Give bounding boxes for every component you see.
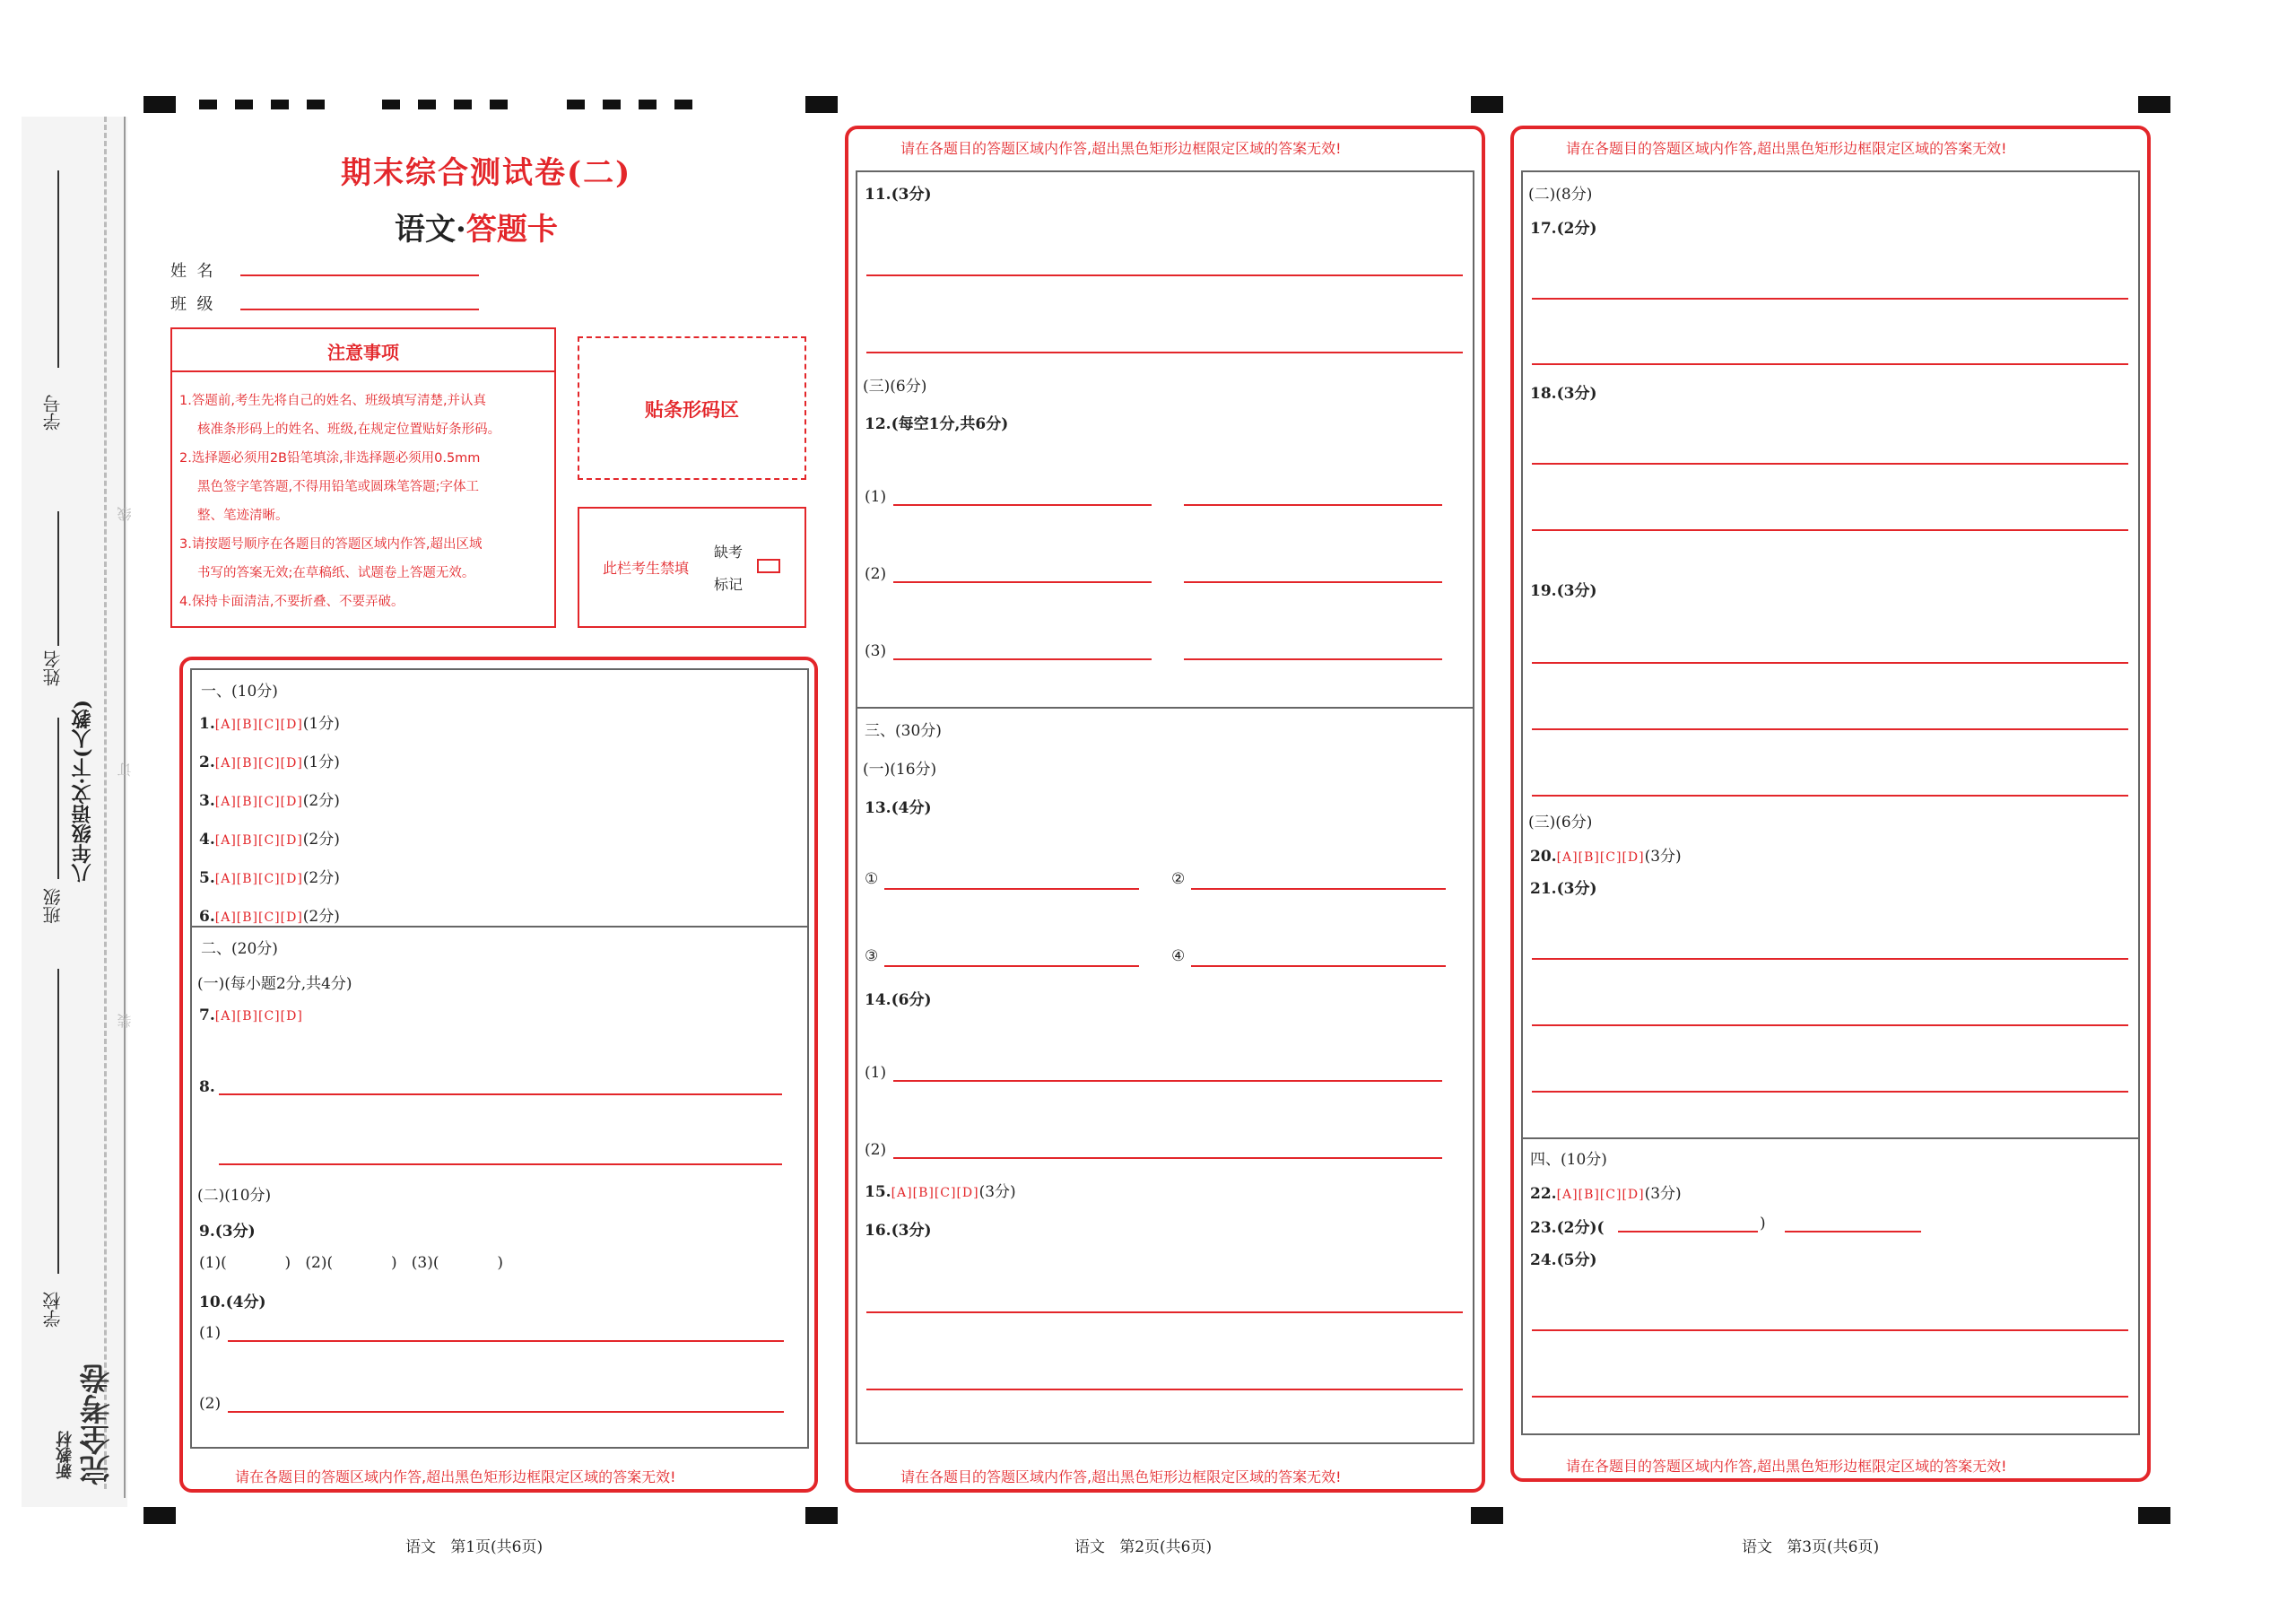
absent-mark-checkbox[interactable] bbox=[757, 559, 780, 573]
notice-line: 3.请按题号顺序在各题目的答题区域内作答,超出区域 bbox=[179, 537, 483, 552]
reg-mark-dash bbox=[454, 100, 472, 109]
class-field[interactable] bbox=[240, 309, 479, 310]
side-line-banji bbox=[57, 718, 59, 879]
choice-bubbles[interactable]: [A][B][C][D] bbox=[214, 718, 303, 732]
choice-bubbles[interactable]: [A][B][C][D] bbox=[214, 795, 303, 809]
subsection-heading: (三)(6分) bbox=[1528, 814, 1593, 832]
answer-line[interactable] bbox=[884, 888, 1139, 890]
question-12-label: 12.(每空1分,共6分) bbox=[865, 415, 1009, 433]
choice-bubbles[interactable]: [A][B][C][D] bbox=[214, 872, 303, 886]
question-18-label: 18.(3分) bbox=[1530, 385, 1597, 403]
warning-bottom-p3: 请在各题目的答题区域内作答,超出黑色矩形边框限定区域的答案无效! bbox=[1566, 1458, 2007, 1475]
side-label-cut-zhuang: 装 bbox=[117, 1014, 134, 1028]
choice-bubbles[interactable]: [A][B][C][D] bbox=[214, 833, 303, 848]
answer-line[interactable] bbox=[893, 1080, 1442, 1082]
score: (3分) bbox=[1644, 1185, 1682, 1203]
reg-mark-dash bbox=[199, 100, 217, 109]
choice-bubbles[interactable]: [A][B][C][D] bbox=[1556, 850, 1645, 865]
reg-mark-dash bbox=[382, 100, 400, 109]
subsection-heading: (三)(6分) bbox=[863, 378, 927, 396]
reg-mark-dash bbox=[490, 100, 508, 109]
question-24-label: 24.(5分) bbox=[1530, 1251, 1597, 1269]
brand-logo-top: 新教材 bbox=[56, 1431, 74, 1479]
side-line-xuexiao bbox=[57, 969, 59, 1274]
side-label-banji: 班级 bbox=[42, 888, 64, 924]
score: (2分) bbox=[302, 908, 340, 926]
blank-marker: ④ bbox=[1171, 947, 1186, 965]
section-divider bbox=[190, 926, 809, 928]
choice-bubbles[interactable]: [A][B][C][D] bbox=[1556, 1188, 1645, 1202]
warning-bottom-p2: 请在各题目的答题区域内作答,超出黑色矩形边框限定区域的答案无效! bbox=[900, 1468, 1342, 1485]
answer-line[interactable] bbox=[1532, 1396, 2128, 1398]
class-label: 班 级 bbox=[170, 295, 213, 314]
question-12-part-1: (1) bbox=[865, 488, 887, 506]
subsection-heading: (一)(16分) bbox=[863, 761, 937, 779]
answer-line[interactable] bbox=[866, 274, 1463, 276]
answer-line[interactable] bbox=[1618, 1231, 1758, 1232]
choice-bubbles[interactable]: [A][B][C][D] bbox=[891, 1186, 979, 1200]
question-5[interactable] bbox=[199, 865, 340, 887]
reg-mark-dash bbox=[307, 100, 325, 109]
answer-line[interactable] bbox=[1191, 965, 1446, 967]
answer-line[interactable] bbox=[219, 1163, 782, 1165]
exam-title: 期末综合测试卷(二) bbox=[341, 155, 632, 191]
absent-label: 此栏考生禁填 bbox=[603, 560, 690, 577]
subsection-heading: (一)(每小题2分,共4分) bbox=[197, 975, 352, 993]
question-number: 20. bbox=[1530, 848, 1557, 866]
score: (3分) bbox=[978, 1183, 1016, 1201]
reg-mark-dash bbox=[639, 100, 657, 109]
answer-box-p1 bbox=[190, 668, 809, 1449]
question-number: 4. bbox=[199, 831, 215, 849]
answer-box-p3 bbox=[1521, 170, 2140, 1435]
section-divider bbox=[1521, 1137, 2140, 1139]
reg-mark-dash bbox=[603, 100, 621, 109]
question-2[interactable] bbox=[199, 749, 340, 771]
reg-mark bbox=[1471, 1507, 1503, 1524]
subsection-heading: (二)(10分) bbox=[197, 1187, 272, 1205]
notice-line: 黑色签字笔答题,不得用铅笔或圆珠笔答题;字体工 bbox=[197, 480, 479, 494]
warning-top-p2: 请在各题目的答题区域内作答,超出黑色矩形边框限定区域的答案无效! bbox=[900, 140, 1342, 157]
reg-mark-tr bbox=[2138, 96, 2170, 113]
question-21-label: 21.(3分) bbox=[1530, 880, 1597, 898]
barcode-area[interactable] bbox=[578, 336, 806, 480]
answer-line[interactable] bbox=[893, 658, 1152, 660]
answer-line[interactable] bbox=[1532, 958, 2128, 960]
reg-mark-dash bbox=[567, 100, 585, 109]
question-8-label: 8. bbox=[199, 1078, 215, 1096]
side-label-xuehao: 学号 bbox=[42, 395, 64, 431]
section-3-heading: 三、(30分) bbox=[865, 722, 942, 740]
cut-dashed-line bbox=[104, 117, 107, 1489]
name-label: 姓 名 bbox=[170, 262, 213, 281]
answer-line[interactable] bbox=[1532, 1091, 2128, 1093]
question-17-label: 17.(2分) bbox=[1530, 220, 1597, 238]
question-22[interactable] bbox=[1530, 1180, 1682, 1203]
question-13-label: 13.(4分) bbox=[865, 799, 932, 817]
barcode-label: 贴条形码区 bbox=[645, 399, 739, 421]
question-15[interactable] bbox=[865, 1179, 1016, 1201]
question-number: 15. bbox=[865, 1183, 891, 1201]
page-footer-3: 语文 第3页(共6页) bbox=[1742, 1538, 1880, 1556]
question-10-label: 10.(4分) bbox=[199, 1293, 266, 1311]
side-line-xuehao bbox=[57, 170, 59, 368]
answer-line[interactable] bbox=[1532, 298, 2128, 300]
question-14-label: 14.(6分) bbox=[865, 991, 932, 1009]
answer-line[interactable] bbox=[1532, 728, 2128, 730]
notice-line: 书写的答案无效;在草稿纸、试题卷上答题无效。 bbox=[197, 566, 475, 580]
answer-line[interactable] bbox=[1532, 363, 2128, 365]
answer-line[interactable] bbox=[1532, 463, 2128, 465]
card-subtitle bbox=[395, 205, 558, 248]
answer-line[interactable] bbox=[1532, 529, 2128, 531]
cut-solid-line bbox=[124, 117, 126, 1498]
answer-line[interactable] bbox=[1532, 662, 2128, 664]
score: (2分) bbox=[302, 792, 340, 810]
reg-mark-dash bbox=[235, 100, 253, 109]
absent-mark-label-1: 缺考 bbox=[714, 544, 744, 561]
answer-line[interactable] bbox=[866, 1389, 1463, 1390]
notice-title: 注意事项 bbox=[327, 342, 399, 363]
section-1-heading: 一、(10分) bbox=[201, 683, 278, 701]
question-11-label: 11.(3分) bbox=[865, 186, 932, 204]
reg-mark-br bbox=[2138, 1507, 2170, 1524]
question-10-part-2: (2) bbox=[199, 1395, 222, 1413]
warning-bottom-p1: 请在各题目的答题区域内作答,超出黑色矩形边框限定区域的答案无效! bbox=[235, 1468, 676, 1485]
side-label-xingming: 姓名 bbox=[42, 650, 64, 686]
notice-line: 核准条形码上的姓名、班级,在规定位置贴好条形码。 bbox=[197, 422, 501, 437]
score: (2分) bbox=[302, 869, 340, 887]
side-line-xingming bbox=[57, 511, 59, 646]
reg-mark-bl bbox=[144, 1507, 176, 1524]
page-footer-1: 语文 第1页(共6页) bbox=[405, 1538, 544, 1556]
score: (3分) bbox=[1644, 848, 1682, 866]
subsection-heading: (二)(8分) bbox=[1528, 186, 1593, 204]
blank-marker: ① bbox=[865, 870, 879, 888]
reg-mark bbox=[805, 1507, 838, 1524]
answer-line[interactable] bbox=[1532, 1329, 2128, 1331]
choice-bubbles[interactable]: [A][B][C][D] bbox=[214, 1009, 303, 1023]
question-14-part-1: (1) bbox=[865, 1064, 887, 1082]
notice-line: 2.选择题必须用2B铅笔填涂,非选择题必须用0.5mm bbox=[179, 451, 481, 466]
name-field[interactable] bbox=[240, 274, 479, 276]
question-16-label: 16.(3分) bbox=[865, 1222, 932, 1240]
reg-mark bbox=[1471, 96, 1503, 113]
card-subtitle-answer: 答题卡 bbox=[465, 212, 558, 248]
question-number: 6. bbox=[199, 908, 215, 926]
question-23-label: 23.(2分)( bbox=[1530, 1219, 1605, 1237]
answer-line[interactable] bbox=[228, 1340, 784, 1342]
answer-line[interactable] bbox=[1532, 795, 2128, 797]
card-subtitle-subject: 语文· bbox=[395, 212, 466, 248]
question-12-part-2: (2) bbox=[865, 565, 887, 583]
choice-bubbles[interactable]: [A][B][C][D] bbox=[214, 910, 303, 925]
question-3[interactable] bbox=[199, 788, 340, 810]
answer-line[interactable] bbox=[1191, 888, 1446, 890]
question-number: 22. bbox=[1530, 1185, 1557, 1203]
question-23-close: ) bbox=[1760, 1215, 1766, 1232]
score: (1分) bbox=[302, 715, 340, 733]
answer-line[interactable] bbox=[866, 1311, 1463, 1313]
question-19-label: 19.(3分) bbox=[1530, 582, 1597, 600]
side-label-cut-xian: 线 bbox=[117, 507, 134, 521]
section-2-heading: 二、(20分) bbox=[201, 940, 278, 958]
notice-divider bbox=[172, 370, 554, 372]
answer-line[interactable] bbox=[1184, 581, 1442, 583]
notice-box bbox=[170, 327, 556, 628]
absent-mark-label-2: 标记 bbox=[714, 576, 744, 593]
side-label-book: 八年级语文·下(人教) bbox=[71, 700, 94, 884]
question-7[interactable] bbox=[199, 1006, 303, 1024]
question-12-part-3: (3) bbox=[865, 642, 887, 660]
question-4[interactable] bbox=[199, 826, 340, 849]
answer-line[interactable] bbox=[1532, 1024, 2128, 1026]
answer-line[interactable] bbox=[219, 1093, 782, 1095]
answer-line[interactable] bbox=[884, 965, 1139, 967]
answer-box-p2 bbox=[856, 170, 1474, 1444]
answer-line[interactable] bbox=[1184, 504, 1442, 506]
answer-line[interactable] bbox=[893, 1157, 1442, 1159]
answer-line[interactable] bbox=[1184, 658, 1442, 660]
question-number: 3. bbox=[199, 792, 215, 810]
score: (1分) bbox=[302, 753, 340, 771]
section-divider bbox=[856, 707, 1474, 709]
notice-line: 整、笔迹清晰。 bbox=[197, 509, 289, 523]
answer-line[interactable] bbox=[893, 504, 1152, 506]
blank-marker: ③ bbox=[865, 947, 879, 965]
question-number: 5. bbox=[199, 869, 215, 887]
question-6[interactable] bbox=[199, 903, 340, 926]
blank-marker: ② bbox=[1171, 870, 1186, 888]
question-14-part-2: (2) bbox=[865, 1141, 887, 1159]
question-9-label: 9.(3分) bbox=[199, 1223, 256, 1241]
side-label-xuexiao: 学校 bbox=[42, 1292, 64, 1328]
question-number: 7. bbox=[199, 1006, 215, 1024]
question-number: 1. bbox=[199, 715, 215, 733]
reg-mark-tl bbox=[144, 96, 176, 113]
reg-mark bbox=[805, 96, 838, 113]
choice-bubbles[interactable]: [A][B][C][D] bbox=[214, 756, 303, 771]
question-20[interactable] bbox=[1530, 843, 1682, 866]
score: (2分) bbox=[302, 831, 340, 849]
section-4-heading: 四、(10分) bbox=[1530, 1151, 1607, 1169]
notice-line: 1.答题前,考生先将自己的姓名、班级填写清楚,并认真 bbox=[179, 394, 487, 408]
absent-box bbox=[578, 507, 806, 628]
question-1[interactable] bbox=[199, 710, 340, 733]
warning-top-p3: 请在各题目的答题区域内作答,超出黑色矩形边框限定区域的答案无效! bbox=[1566, 140, 2007, 157]
reg-mark-dash bbox=[418, 100, 436, 109]
answer-line[interactable] bbox=[1785, 1231, 1921, 1232]
question-number: 2. bbox=[199, 753, 215, 771]
answer-line[interactable] bbox=[893, 581, 1152, 583]
side-label-cut-ding: 订 bbox=[117, 762, 134, 777]
question-10-part-1: (1) bbox=[199, 1324, 222, 1342]
answer-line[interactable] bbox=[228, 1411, 784, 1413]
reg-mark-dash bbox=[271, 100, 289, 109]
notice-line: 4.保持卡面清洁,不要折叠、不要弄破。 bbox=[179, 595, 404, 609]
answer-line[interactable] bbox=[866, 352, 1463, 353]
page-footer-2: 语文 第2页(共6页) bbox=[1074, 1538, 1213, 1556]
reg-mark-dash bbox=[674, 100, 692, 109]
question-9-blanks[interactable]: (1)( ) (2)( ) (3)( ) bbox=[199, 1254, 503, 1272]
brand-logo-main: 完全考卷 bbox=[80, 1363, 116, 1485]
